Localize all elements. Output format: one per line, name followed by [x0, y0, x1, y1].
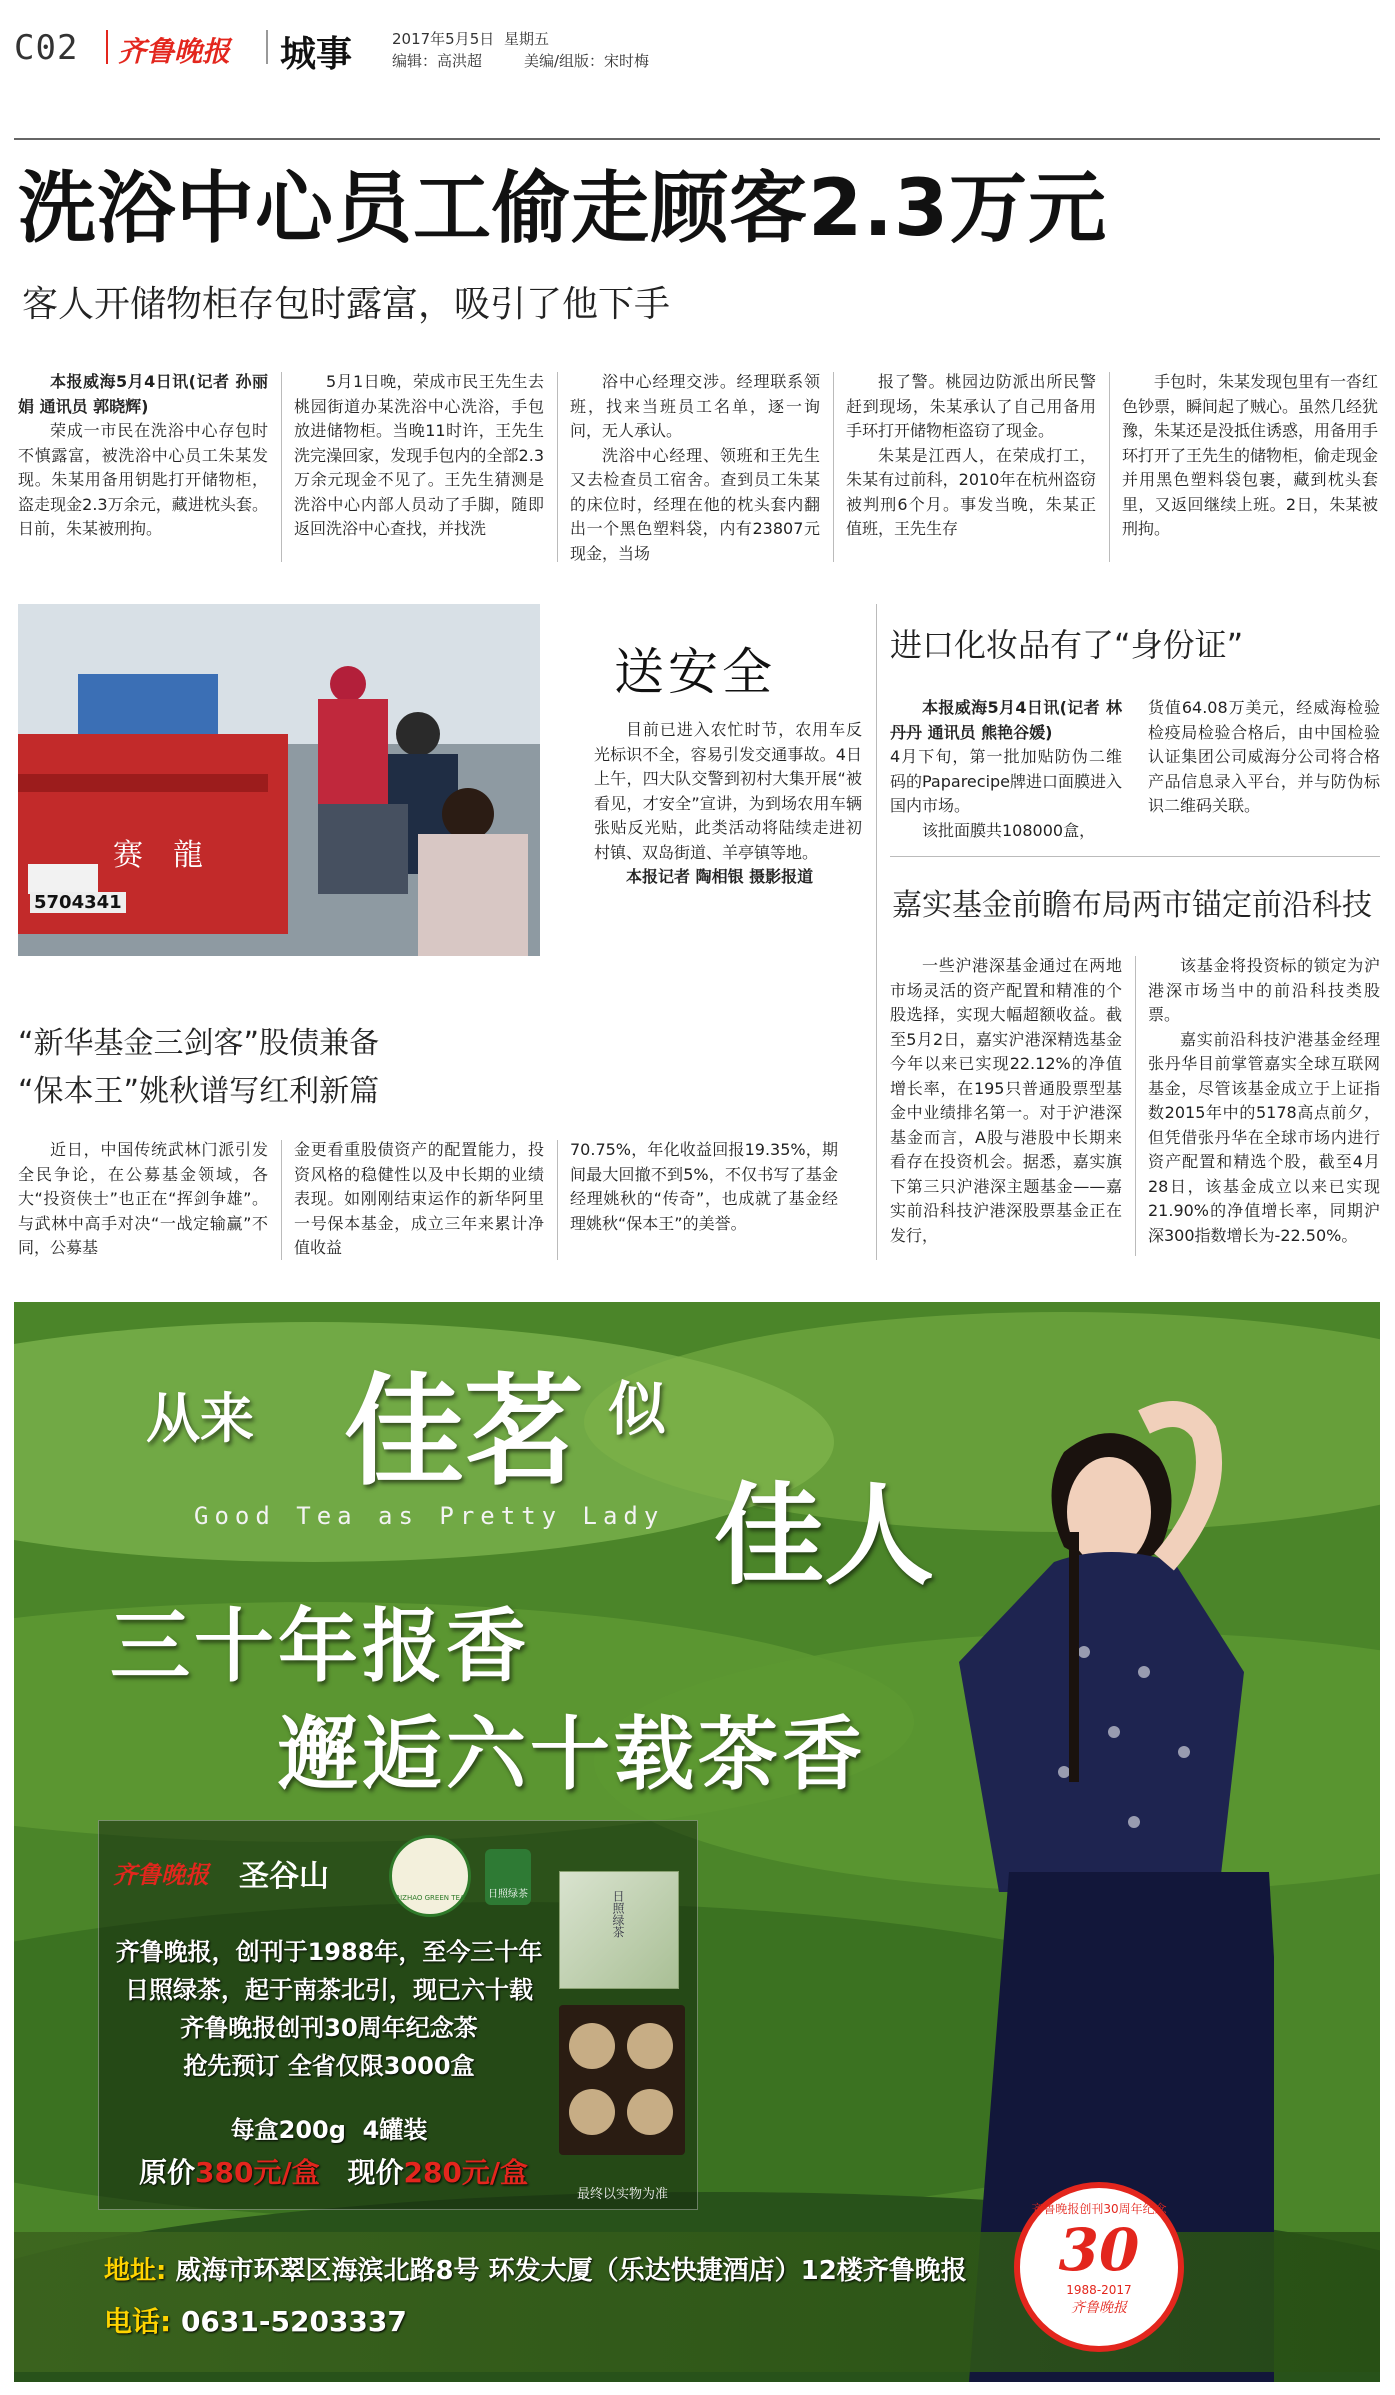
promo-line: 日照绿茶，起于南茶北引，现已六十载: [125, 1976, 533, 2004]
brand-logo: 齐鲁晚报: [113, 1860, 209, 1889]
col-divider: [557, 1140, 558, 1260]
disclaimer-note: 最终以实物为准: [577, 2187, 669, 2202]
col-divider: [281, 1140, 282, 1260]
certification-seal: [389, 1835, 471, 1917]
calligraphy-from: 从来: [146, 1386, 254, 1450]
col-divider: [281, 372, 282, 562]
fund1-title: 嘉实基金前瞻布局两市锚定前沿科技: [892, 888, 1372, 923]
ad-english-slogan: Good Tea as Pretty Lady: [194, 1502, 665, 1530]
paragraph: 该基金将投资标的锁定为沪港深市场当中的前沿科技类股票。: [1148, 956, 1380, 1024]
calligraphy-beauty: 佳人: [714, 1471, 934, 1600]
main-story-col-4: [846, 370, 1096, 542]
calligraphy-good-tea: 佳茗: [344, 1361, 584, 1502]
address-line: [104, 2250, 967, 2287]
tea-can: [627, 2023, 673, 2069]
paragraph: 手包时，朱某发现包里有一沓红色钞票，瞬间起了贼心。虽然几经犹豫，朱某还是没抵住诱惑，用备用手环打开了王先生的储物柜，偷走现金并用黑色塑料袋包裹，藏到枕头套里，又返回继续上班。2日，朱某被刑拘。: [1122, 372, 1379, 538]
paragraph: 近日，中国传统武林门派引发全民争论，在公募基金领域，各大“投资侠士”也正在“挥剑争雄”。与武林中高手对决“一战定输赢”不同，公募基: [18, 1140, 268, 1257]
paragraph: 金更看重股债资产的配置能力，投资风格的稳健性以及中长期的业绩表现。如刚刚结束运作的新华阿里一号保本基金，成立三年来累计净值收益: [294, 1140, 544, 1257]
address-text: 威海市环翠区海滨北路8号 环发大厦（乐达快捷酒店）12楼齐鲁晚报: [175, 2256, 967, 2286]
paragraph: 报了警。桃园边防派出所民警赶到现场，朱某承认了自己用备用手环打开储物柜盗窃了现金。: [846, 372, 1096, 440]
product-box-image: [559, 1871, 679, 1989]
col-divider: [557, 372, 558, 562]
badge-bottom-text: 齐鲁晚报: [1071, 2300, 1127, 2316]
paragraph: 货值64.08万美元，经威海检验检疫局检验合格后，由中国检验认证集团公司威海分公司将合格产品信息录入平台，并与防伪标识二维码关联。: [1148, 698, 1380, 815]
anniversary-badge: [1014, 2182, 1184, 2352]
header-divider-2: [266, 30, 268, 64]
original-price-label: 原价: [139, 2156, 196, 2189]
phone-label: 电话:: [104, 2305, 172, 2338]
green-tea-mark: [485, 1849, 531, 1905]
product-spec: 每盒200g 4罐装: [230, 2116, 428, 2144]
tea-can: [569, 2023, 615, 2069]
seal-text: RIZHAO GREEN TEA: [395, 1894, 465, 1902]
brand-name: 圣谷山: [239, 1859, 329, 1894]
page-number: C02: [14, 28, 79, 68]
promo-lines: [99, 1933, 559, 2085]
section-name: 城事: [280, 34, 353, 75]
issue-weekday: 星期五: [504, 30, 550, 48]
section-rule: [890, 856, 1380, 857]
current-price: 280元/盒: [403, 2156, 529, 2189]
tea-advertisement: [14, 1302, 1380, 2382]
col-divider: [876, 604, 877, 960]
news-photo: [18, 604, 540, 956]
tea-can: [627, 2089, 673, 2135]
main-story-col-1: [18, 370, 268, 542]
paragraph: 一些沪港深基金通过在两地市场灵活的资产配置和精准的个股选择，实现大幅超额收益。截至5月2日，嘉实沪港深精选基金今年以来已实现22.12%的净值增长率，在195只普通股票型基金中业绩排名第一。对于沪港深基金而言，A股与港股中长期来看存在投资机会。据悉，嘉实旗下第三只沪港深主题基金——嘉实前沿科技沪港深股票基金正在发行，: [890, 956, 1122, 1245]
product-box-label: 日照绿茶: [611, 1890, 625, 1938]
fund2-col-1: [18, 1138, 268, 1261]
masthead-logo: 齐鲁晚报: [118, 35, 231, 68]
paragraph: 目前已进入农忙时节，农用车反光标识不全，容易引发交通事故。4日上午，四大队交警到初村大集开展“被看见，才安全”宣讲，为到场农用车辆张贴反光贴，此类活动将陆续走进初村镇、双岛街道、羊亭镇等地。: [594, 720, 862, 862]
original-price: 380元/盒: [195, 2156, 320, 2189]
fund2-title-1: “新华基金三剑客”股债兼备: [18, 1026, 380, 1061]
cosmetics-col-2: [1148, 696, 1380, 819]
cosmetics-title: 进口化妆品有了“身份证”: [890, 626, 1244, 664]
page-header: [14, 22, 1384, 80]
badge-number: 30: [1058, 2216, 1140, 2284]
col-divider: [876, 960, 877, 1260]
issue-date: 2017年5月5日: [392, 30, 495, 48]
license-plate: 5704341: [30, 892, 126, 913]
fund2-col-3: [570, 1138, 838, 1236]
byline: 本报威海5月4日讯(记者 林丹丹 通讯员 熊艳谷媛): [890, 698, 1122, 742]
tea-can: [569, 2089, 615, 2135]
calligraphy-thirty-years: 三十年报香: [110, 1599, 530, 1693]
paragraph: 浴中心经理交涉。经理联系领班，找来当班员工名单，逐一询问，无人承认。: [570, 372, 820, 440]
safety-body: [594, 718, 862, 890]
paragraph: 4月下旬，第一批加贴防伪二维码的Paparecipe牌进口面膜进入国内市场。: [890, 747, 1123, 815]
current-price-label: 现价: [347, 2156, 404, 2189]
price-line: [139, 2151, 559, 2191]
main-headline: 洗浴中心员工偷走顾客2.3万元: [18, 164, 1108, 254]
main-story-col-3: [570, 370, 820, 566]
paragraph: 70.75%，年化收益回报19.35%，期间最大回撤不到5%，不仅书写了基金经理姚秋的“传奇”，也成就了基金经理姚秋“保本王”的美誉。: [570, 1140, 838, 1233]
cosmetics-col-1: [890, 696, 1122, 843]
fund2-col-2: [294, 1138, 544, 1261]
paragraph: 荣成一市民在洗浴中心存包时不慎露富，被洗浴中心员工朱某发现。朱某用备用钥匙打开储物柜，盗走现金2.3万余元，藏进枕头套。日前，朱某被刑拘。: [18, 421, 268, 538]
phone-line: [104, 2300, 407, 2340]
col-divider: [833, 372, 834, 562]
paragraph: 5月1日晚，荣成市民王先生去桃园街道办某洗浴中心洗浴，手包放进储物柜。当晚11时许，王先生洗完澡回家，发现手包内的全部2.3万余元现金不见了。王先生猜测是洗浴中心内部人员动了手脚，随即返回洗浴中心查找，并找洗: [294, 372, 544, 538]
promo-line: 齐鲁晚报创刊30周年纪念茶: [180, 2014, 478, 2042]
promo-line: 抢先预订 全省仅限3000盒: [183, 2052, 475, 2080]
col-divider: [1109, 372, 1110, 562]
fund1-col-2: [1148, 954, 1380, 1248]
safety-title: 送安全: [614, 643, 776, 701]
badge-top-text: 齐鲁晚报创刊30周年纪念: [1031, 2202, 1167, 2216]
designer-credit: 美编/组版：宋时梅: [524, 52, 650, 70]
paragraph: 嘉实前沿科技沪港基金经理张丹华目前掌管嘉实全球互联网基金，尽管该基金成立于上证指数2015年中的5178高点前夕，但凭借张丹华在全球市场内进行资产配置和精选个股，截至4月28日，该基金成立以来已实现21.90%的净值增长率，同期沪深300指数增长为-22.50%。: [1148, 1029, 1380, 1245]
photo-credit: 本报记者 陶相银 摄影报道: [626, 867, 814, 886]
vehicle-text: 赛龍: [113, 838, 233, 873]
badge-years: 1988-2017: [1066, 2283, 1132, 2297]
header-divider: [106, 30, 108, 64]
byline: 本报威海5月4日讯(记者 孙丽娟 通讯员 郭晓辉): [18, 372, 268, 416]
calligraphy-like: 似: [608, 1375, 667, 1443]
main-subhead: 客人开储物柜存包时露富，吸引了他下手: [22, 284, 671, 325]
main-story-col-5: [1122, 370, 1378, 542]
phone-number: 0631-5203337: [180, 2305, 407, 2338]
header-rule: [14, 138, 1380, 140]
product-cans-image: [559, 2005, 685, 2155]
seal-label: 日照绿茶: [488, 1889, 528, 1900]
promo-line: 齐鲁晚报，创刊于1988年，至今三十年: [115, 1938, 543, 1966]
address-label: 地址:: [104, 2256, 167, 2286]
editor-credit: 编辑：高洪超: [392, 52, 483, 70]
calligraphy-sixty-years: 邂逅六十载茶香: [278, 1707, 866, 1801]
paragraph: 该批面膜共108000盒，: [922, 820, 1096, 840]
paragraph: 洗浴中心经理、领班和王先生又去检查员工宿舍。查到员工朱某的床位时，经理在他的枕头套内翻出一个黑色塑料袋，内有23807元现金，当场: [570, 445, 820, 563]
col-divider: [1135, 956, 1136, 1256]
promo-box: [98, 1820, 698, 2210]
fund2-title-2: “保本王”姚秋谱写红利新篇: [18, 1074, 380, 1109]
fund1-col-1: [890, 954, 1122, 1248]
main-story-col-2: [294, 370, 544, 542]
paragraph: 朱某是江西人，在荣成打工，朱某有过前科，2010年在杭州盗窃被判刑6个月。事发当晚，朱某正值班，王先生存: [846, 445, 1096, 538]
